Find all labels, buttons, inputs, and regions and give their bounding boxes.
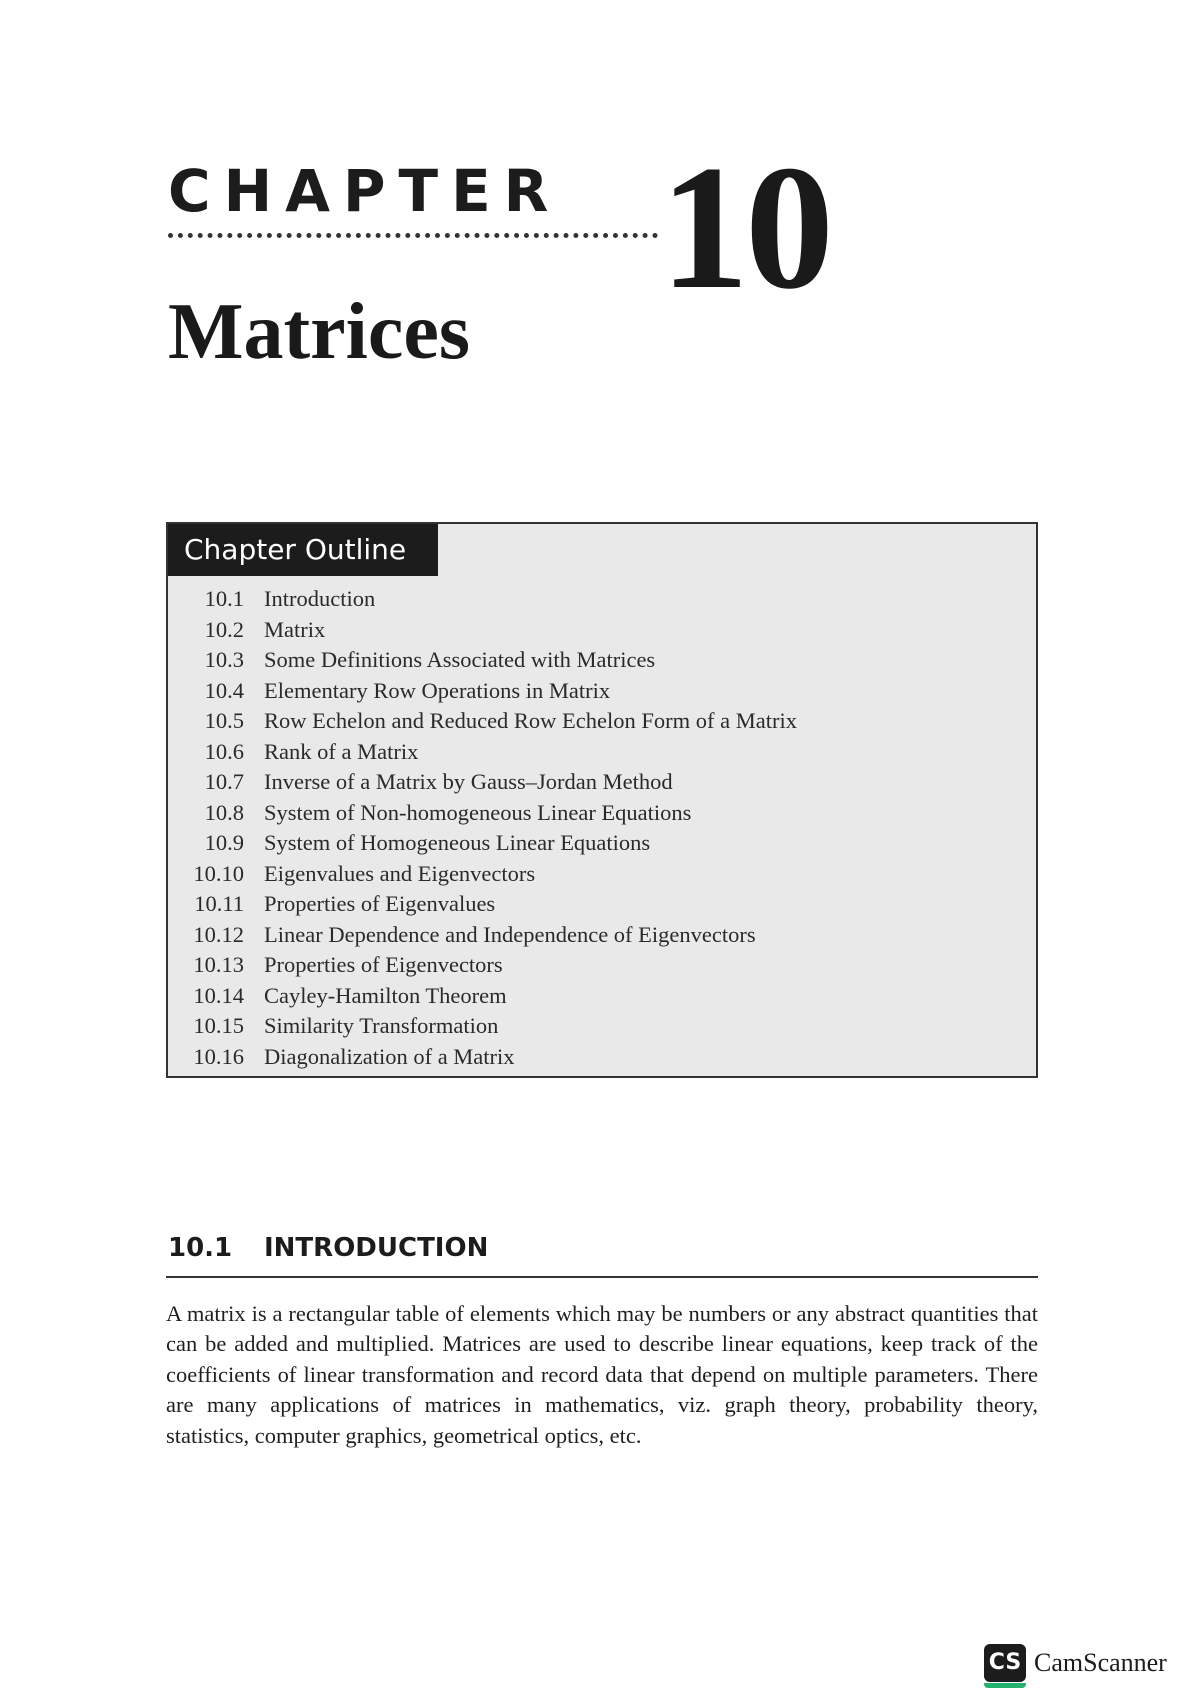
section-rule: [166, 1276, 1038, 1278]
outline-item-number: 10.12: [193, 921, 244, 947]
outline-item-title: Rank of a Matrix: [264, 738, 419, 764]
outline-item: [168, 981, 797, 1012]
outline-item-title: Cayley-Hamilton Theorem: [264, 982, 507, 1008]
outline-item: [168, 1011, 797, 1042]
outline-item-number: 10.7: [204, 769, 244, 795]
outline-item: [168, 676, 797, 707]
outline-item-number: 10.14: [193, 982, 244, 1008]
outline-item: [168, 859, 797, 890]
outline-item-number: 10.3: [204, 647, 244, 673]
section-number: 10.1: [168, 1233, 233, 1263]
outline-item: [168, 920, 797, 951]
chapter-dotted-rule: [168, 233, 658, 238]
outline-item: [168, 706, 797, 737]
outline-item-title: Inverse of a Matrix by Gauss–Jordan Method: [264, 769, 673, 795]
outline-item-number: 10.1: [204, 586, 244, 612]
outline-item-title: Linear Dependence and Independence of Eigenvectors: [264, 921, 756, 947]
camscanner-logo-icon: CS: [984, 1644, 1026, 1682]
outline-item: [168, 645, 797, 676]
outline-item-number: 10.16: [193, 1043, 244, 1069]
outline-item: [168, 767, 797, 798]
chapter-label: CHAPTER: [168, 157, 562, 225]
outline-item-title: Elementary Row Operations in Matrix: [264, 677, 611, 703]
outline-list: [168, 584, 797, 1072]
section-heading: [168, 1233, 488, 1263]
outline-item: [168, 584, 797, 615]
outline-item-title: Matrix: [264, 616, 326, 642]
outline-item-number: 10.13: [193, 952, 244, 978]
camscanner-text: CamScanner: [1034, 1648, 1167, 1677]
outline-item-title: System of Homogeneous Linear Equations: [264, 830, 651, 856]
outline-item-title: Similarity Transformation: [264, 1013, 499, 1039]
outline-item: [168, 737, 797, 768]
outline-item: [168, 615, 797, 646]
outline-item-number: 10.8: [204, 799, 244, 825]
outline-item-number: 10.5: [204, 708, 244, 734]
chapter-title: Matrices: [168, 288, 471, 376]
outline-item-title: Eigenvalues and Eigenvectors: [264, 860, 536, 886]
outline-item-title: Row Echelon and Reduced Row Echelon Form of a Matrix: [264, 708, 798, 734]
chapter-outline-box: [166, 522, 1038, 1078]
outline-item: [168, 889, 797, 920]
outline-item-number: 10.4: [204, 677, 244, 703]
outline-heading: Chapter Outline: [168, 524, 438, 576]
outline-item: [168, 1042, 797, 1073]
outline-item: [168, 798, 797, 829]
outline-item-title: Some Definitions Associated with Matrices: [264, 647, 656, 673]
section-title: INTRODUCTION: [264, 1233, 489, 1263]
outline-item-title: System of Non-homogeneous Linear Equations: [264, 799, 692, 825]
intro-paragraph: A matrix is a rectangular table of elements which may be numbers or any abstract quantities that can be added and multiplied. Matrices are used to describe linear equations, keep track of the coefficients of linear transformation and record data that depend on multiple parameters. There are many applications of matrices in mathematics, viz. graph theory, probability theory, statistics, computer graphics, geometrical optics, etc.: [166, 1301, 1038, 1448]
outline-item-title: Diagonalization of a Matrix: [264, 1043, 515, 1069]
outline-item-number: 10.2: [204, 616, 244, 642]
outline-item-title: Properties of Eigenvectors: [264, 952, 503, 978]
outline-item-number: 10.15: [193, 1013, 244, 1039]
outline-item-title: Introduction: [264, 586, 376, 612]
outline-item: [168, 950, 797, 981]
outline-item-number: 10.9: [204, 830, 244, 856]
outline-item-number: 10.11: [194, 891, 244, 917]
outline-item-number: 10.6: [204, 738, 244, 764]
outline-item: [168, 828, 797, 859]
camscanner-watermark: [984, 1644, 1167, 1682]
outline-item-title: Properties of Eigenvalues: [264, 891, 496, 917]
outline-item-number: 10.10: [193, 860, 244, 886]
chapter-number: 10: [660, 128, 830, 326]
